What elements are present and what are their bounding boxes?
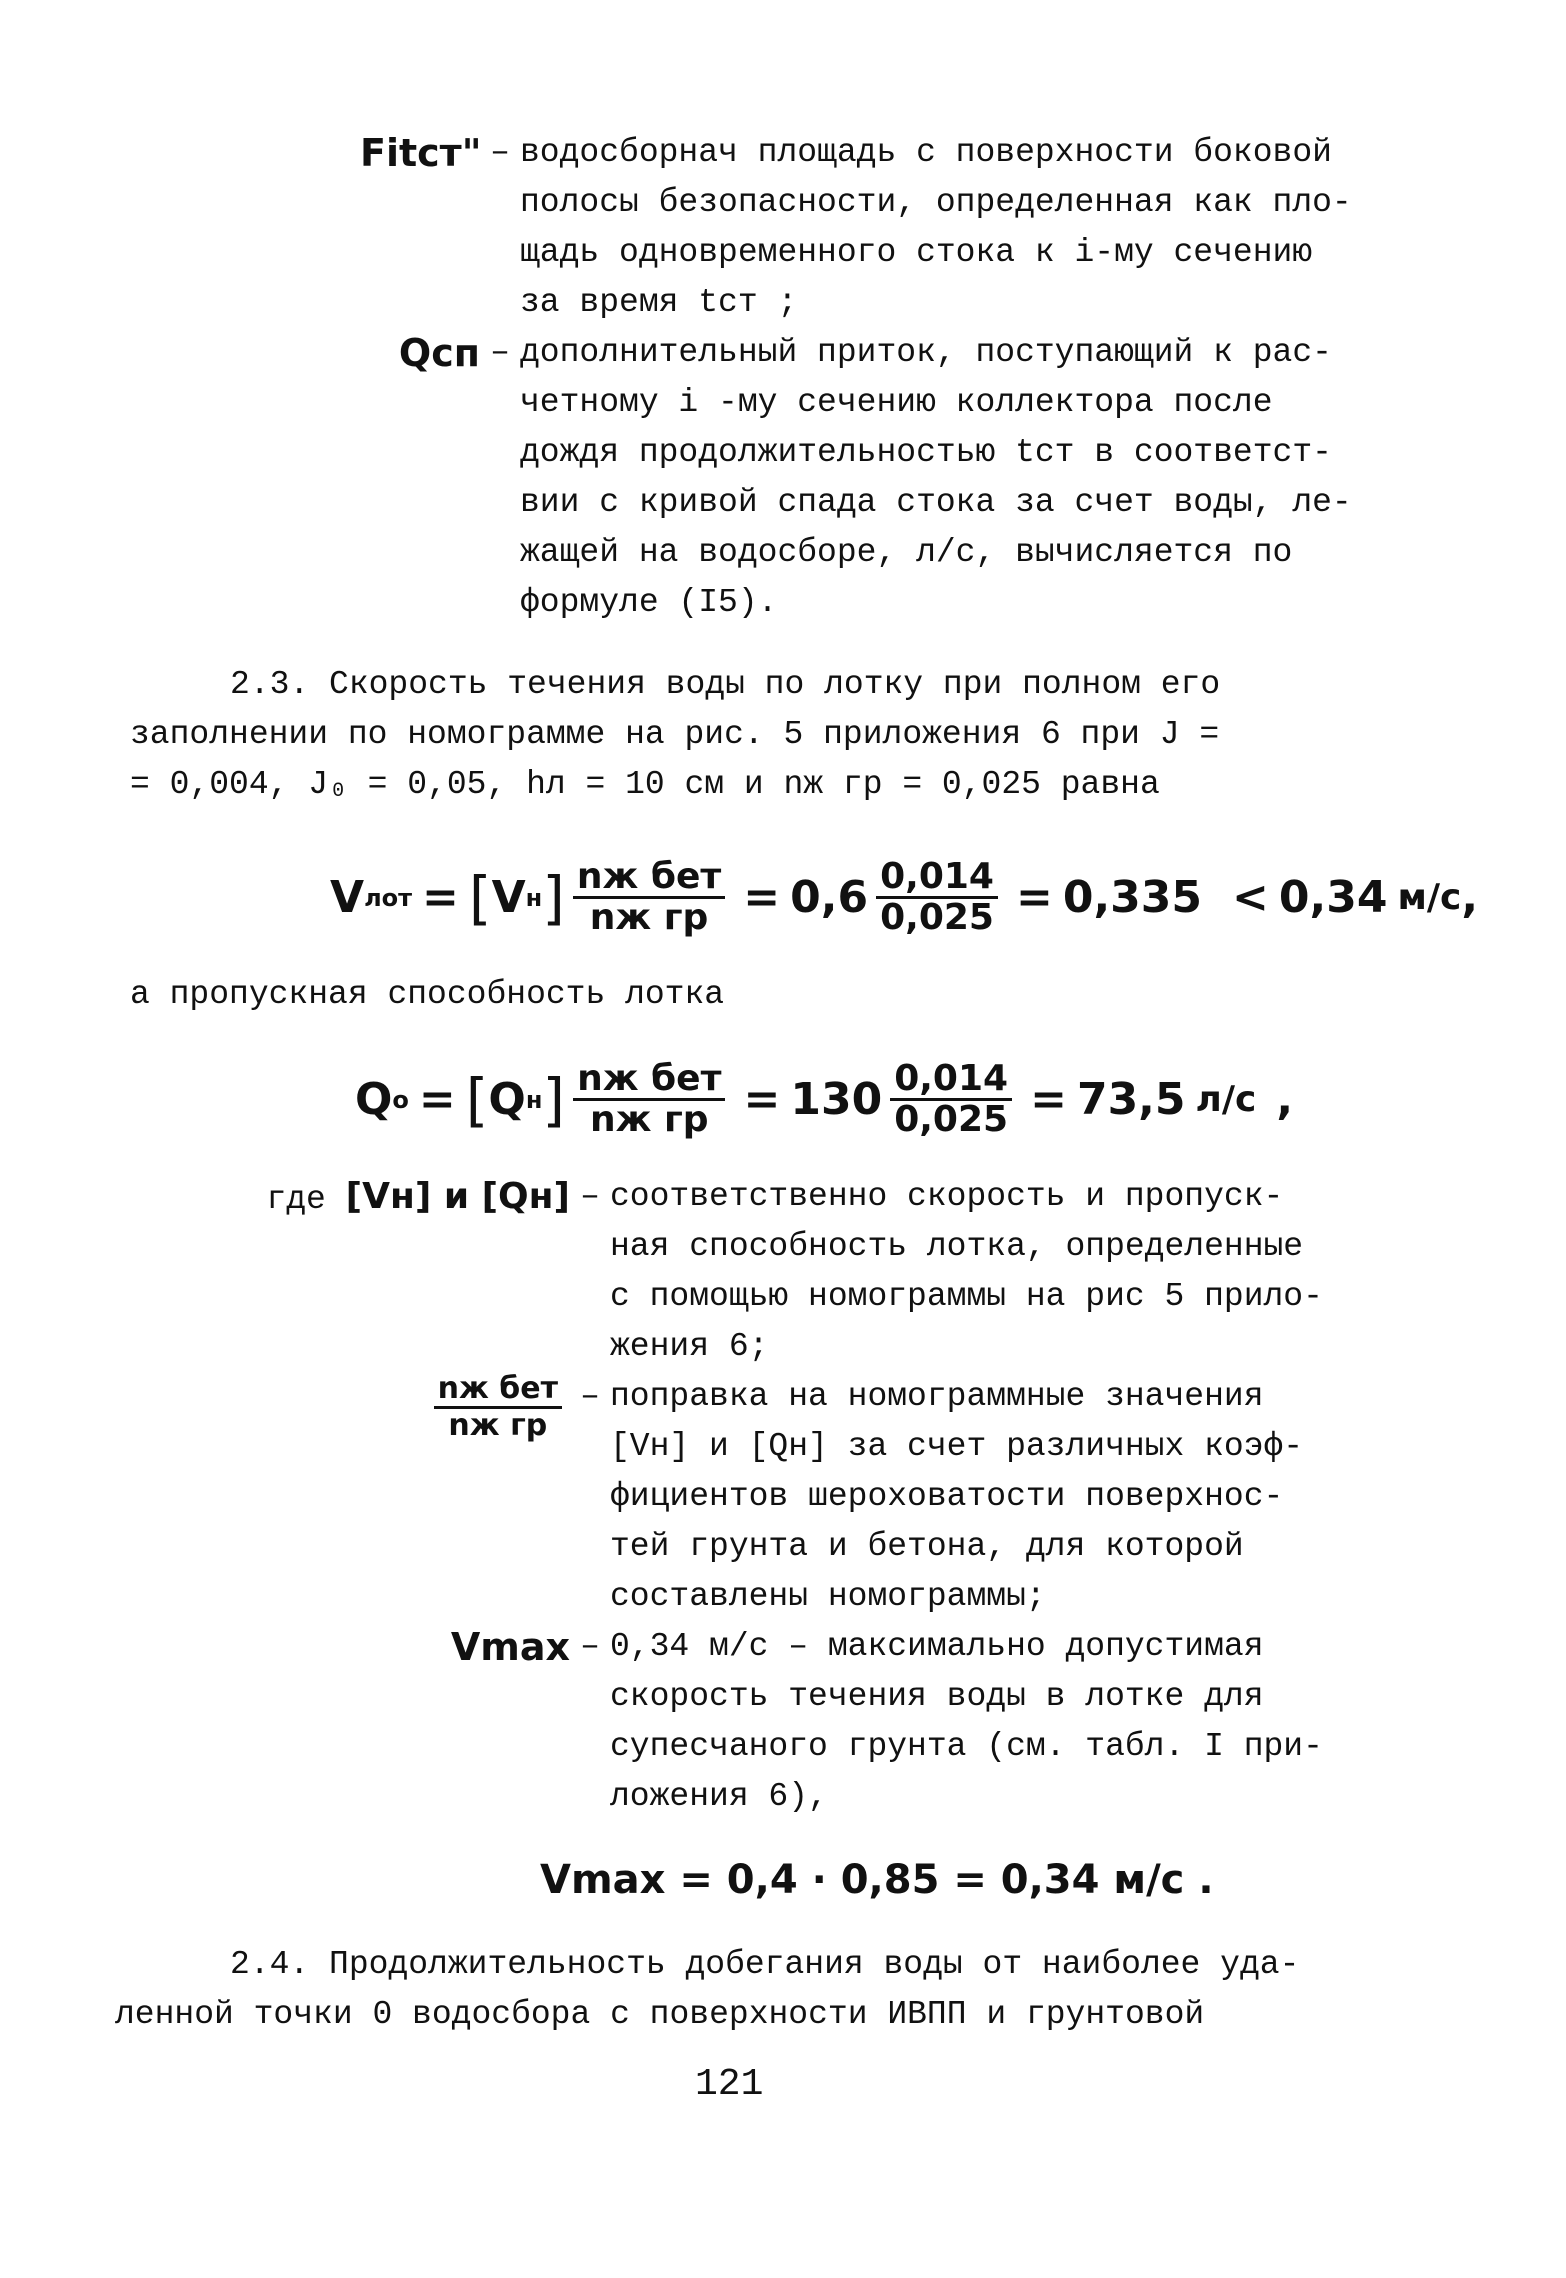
definition-vq-text: соответственно скорость и пропуск- ная способность лотка, определенные с помощью номограммы на рис 5 прило- жения 6; [610, 1178, 1323, 1365]
result: 73,5 [1076, 1073, 1186, 1125]
symbol-vmax: Vmax [450, 1625, 570, 1669]
less-than: < [1232, 871, 1269, 923]
eq-sign: = [1015, 871, 1053, 923]
v-n: V [491, 871, 526, 923]
dash: – [580, 1378, 600, 1415]
v-n-sub: н [525, 883, 543, 912]
definition-ratio [230, 1372, 1480, 1622]
q-n: Q [488, 1073, 526, 1125]
eq-sign: = [1030, 1073, 1067, 1125]
limit: 0,34 [1278, 871, 1388, 923]
definitions-bottom [230, 1172, 1480, 1822]
symbol-vn-qn: [Vн] и [Qн] [345, 1176, 570, 1217]
paragraph-2-3: 2.3. Скорость течения воды по лотку при полном его заполнении по номограмме на рис. 5 приложения 6 при J = = 0,004, J₀ = 0,05, hл = 10 см и nж гр = 0,025 равна [130, 666, 1221, 803]
dash: – [580, 1178, 600, 1215]
q-lhs-sub: о [392, 1085, 409, 1114]
definition-q-text: дополнительный приток, поступающий к рас- четному i -му сечению коллектора после дождя продолжительностью tст в соответст- вии с кривой спада стока за счет воды, ле- жащей на водосборе, л/с, вычисляется по формуле (I5). [520, 334, 1352, 621]
definition-q [360, 328, 1480, 628]
definition-vmax-text: 0,34 м/с – максимально допустимая скорость течения воды в лотке для супесчаного грунта (см. табл. I при- ложения 6), [610, 1628, 1323, 1815]
roughness-ratio [573, 1060, 725, 1139]
page-number: 121 [695, 2063, 764, 2106]
eq-sign: = [422, 871, 459, 923]
symbol-ratio [230, 1372, 570, 1443]
value-ratio [876, 858, 998, 937]
value-denominator: 0,025 [880, 897, 994, 938]
coef: 0,6 [790, 871, 869, 923]
symbol-q-sp: Qсп [398, 331, 480, 375]
unit: л/с [1195, 1078, 1257, 1120]
eq-sign: = [418, 1073, 456, 1125]
value-numerator: 0,014 [890, 1060, 1012, 1101]
q-n-sub: н [525, 1085, 543, 1114]
formula-capacity [355, 1060, 1293, 1139]
symbol-f-itst: Fitст" [360, 131, 482, 175]
formula-velocity [330, 858, 1478, 937]
ratio-denominator: nж гр [589, 897, 709, 938]
value-denominator: 0,025 [894, 1099, 1009, 1140]
symbol-where [230, 1172, 570, 1225]
result: 0,335 [1062, 871, 1203, 923]
dash: – [580, 1628, 600, 1665]
formula-vmax: Vmax = 0,4 · 0,85 = 0,34 м/с . [540, 1857, 1214, 1903]
where-word: где [266, 1181, 326, 1218]
ratio-numerator: nж бет [434, 1372, 562, 1409]
ratio-fraction [434, 1372, 562, 1443]
tail: , [1461, 871, 1479, 923]
ratio-numerator: nж бет [573, 1060, 725, 1101]
value-numerator: 0,014 [876, 858, 998, 899]
capacity-line: а пропускная способность лотка [130, 976, 725, 1013]
coef: 130 [790, 1073, 883, 1125]
bracket-open: [ [468, 863, 492, 932]
definition-vmax [230, 1622, 1480, 1822]
bracket-close: ] [542, 863, 565, 932]
definition-f-text: водосборнач площадь с поверхности боковой полосы безопасности, определенная как пло- щадь одновременного стока к i-му сечению за время tст ; [520, 134, 1352, 321]
paragraph-2-4: 2.4. Продолжительность добегания воды от наиболее уда- ленной точки 0 водосбора с поверхности ИВПП и грунтовой [115, 1946, 1300, 2033]
value-ratio [890, 1060, 1012, 1139]
tail: , [1276, 1073, 1294, 1125]
v-lhs: V [330, 871, 365, 923]
v-lhs-sub: лот [364, 883, 413, 912]
definition-vq [230, 1172, 1480, 1372]
definition-ratio-text: поправка на номограммные значения [Vн] и [Qн] за счет различных коэф- фициентов шероховатости поверхнос- тей грунта и бетона, для которой составлены номограммы; [610, 1378, 1304, 1615]
q-lhs: Q [355, 1073, 393, 1125]
dash: – [490, 334, 510, 371]
definitions-top [360, 128, 1480, 628]
unit: м/с [1397, 876, 1462, 918]
ratio-numerator: nж бет [573, 858, 725, 899]
dash: – [490, 134, 510, 171]
bracket-close: ] [542, 1065, 566, 1134]
ratio-denominator: nж гр [448, 1408, 548, 1443]
roughness-ratio [573, 858, 725, 937]
definition-f [360, 128, 1480, 328]
eq-sign: = [743, 1073, 781, 1125]
eq-sign: = [743, 871, 781, 923]
bracket-open: [ [465, 1065, 489, 1134]
ratio-denominator: nж гр [589, 1099, 709, 1140]
